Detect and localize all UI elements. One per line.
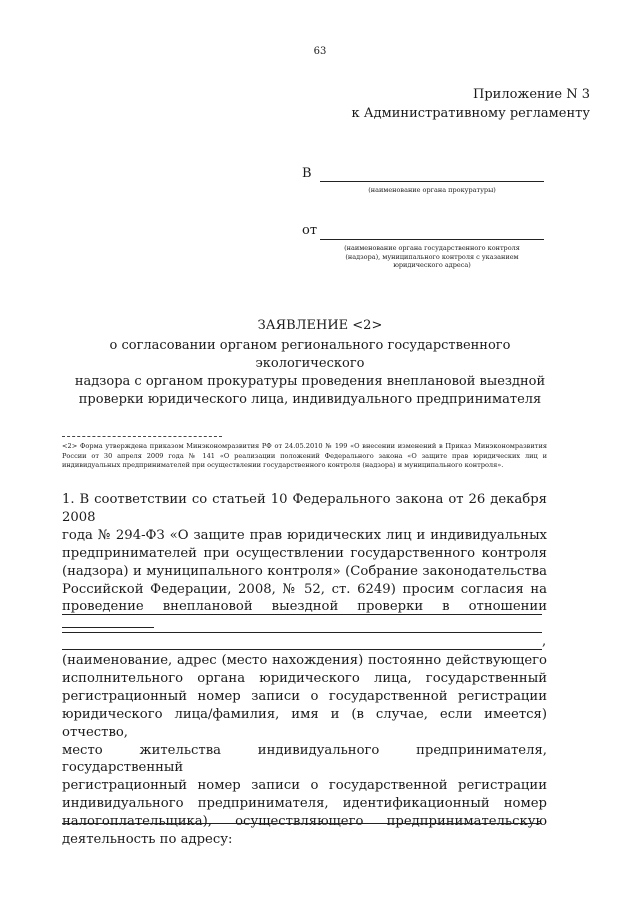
- appendix-line-2: к Административному регламенту: [351, 106, 590, 121]
- blank-line: [62, 823, 542, 824]
- footnote-separator: [62, 436, 222, 437]
- page-number: 63: [313, 46, 327, 57]
- comma: ,: [542, 634, 547, 649]
- from-caption: [320, 244, 544, 270]
- paragraph-line: (надзора) и муниципального контроля» (Собрание законодательства: [62, 563, 547, 579]
- paragraph-line: налогоплательщика), осуществляющего предпринимательскую: [62, 814, 547, 830]
- paragraph-line: (наименование, адрес (место нахождения) постоянно действующего: [62, 653, 547, 668]
- blank-line: [62, 614, 542, 615]
- subtitle-line: надзора с органом прокуратуры проведения внеплановой выездной: [74, 374, 546, 389]
- subtitle-line: проверки юридического лица, индивидуального предпринимателя: [78, 392, 542, 407]
- footnote: <2> Форма утверждена приказом Минэкономразвития РФ от 24.05.2010 № 199 «О внесении изменений в Приказ Минэкономразвития России от 30 апреля 2009 года № 141 «О реализации положений Федерального закона «О защите прав юридических лиц и индивидуальных предпринимателей при осуществлении государственного контроля (надзора) и муниципального контроля».: [62, 442, 547, 470]
- paragraph-line-with-blank: [62, 598, 547, 634]
- paragraph-line: года № 294-ФЗ «О защите прав юридических лиц и индивидуальных: [62, 527, 547, 543]
- from-label: от: [302, 223, 318, 238]
- paragraph-line: регистрационный номер записи о государственной регистрации: [62, 778, 547, 794]
- subtitle-line: о согласовании органом регионального государственного экологического: [109, 338, 511, 371]
- from-caption-line: (надзора), муниципального контроля с указанием: [345, 252, 519, 261]
- appendix-line-1: Приложение N 3: [473, 87, 590, 102]
- appendix-header: [352, 85, 590, 123]
- paragraph-line: место жительства индивидуального предпринимателя, государственный: [62, 742, 547, 776]
- paragraph-line: индивидуального предпринимателя, идентификационный номер: [62, 796, 547, 812]
- to-label: В: [302, 166, 312, 181]
- blank-line: [62, 632, 542, 633]
- blank-line: [62, 616, 154, 628]
- paragraph-line: предпринимателей при осуществлении государственного контроля: [62, 545, 547, 561]
- document-title: ЗАЯВЛЕНИЕ <2>: [257, 318, 383, 333]
- paragraph-line: деятельность по адресу:: [62, 832, 233, 848]
- paragraph-1: [62, 491, 547, 634]
- document-subtitle: [60, 337, 560, 409]
- paragraph-line: регистрационный номер записи о государственной регистрации: [62, 688, 547, 704]
- to-blank-line: [320, 181, 544, 182]
- from-caption-line: (наименование органа государственного контроля: [344, 244, 520, 252]
- paragraph-line: юридического лица/фамилия, имя и (в случае, если имеется) отчество,: [62, 706, 547, 740]
- paragraph-2: [62, 652, 547, 849]
- paragraph-line: Российской Федерации, 2008, № 52, ст. 6249) просим согласия на: [62, 581, 547, 597]
- paragraph-line: 1. В соответствии со статьей 10 Федерального закона от 26 декабря 2008: [62, 492, 547, 525]
- to-caption: (наименование органа прокуратуры): [368, 186, 496, 194]
- blank-line: [62, 649, 542, 650]
- paragraph-line: исполнительного органа юридического лица, государственный: [62, 670, 547, 686]
- from-caption-line: юридического адреса): [393, 261, 471, 269]
- paragraph-line: проведение внеплановой выездной проверки в отношении: [62, 599, 547, 615]
- from-blank-line: [320, 239, 544, 240]
